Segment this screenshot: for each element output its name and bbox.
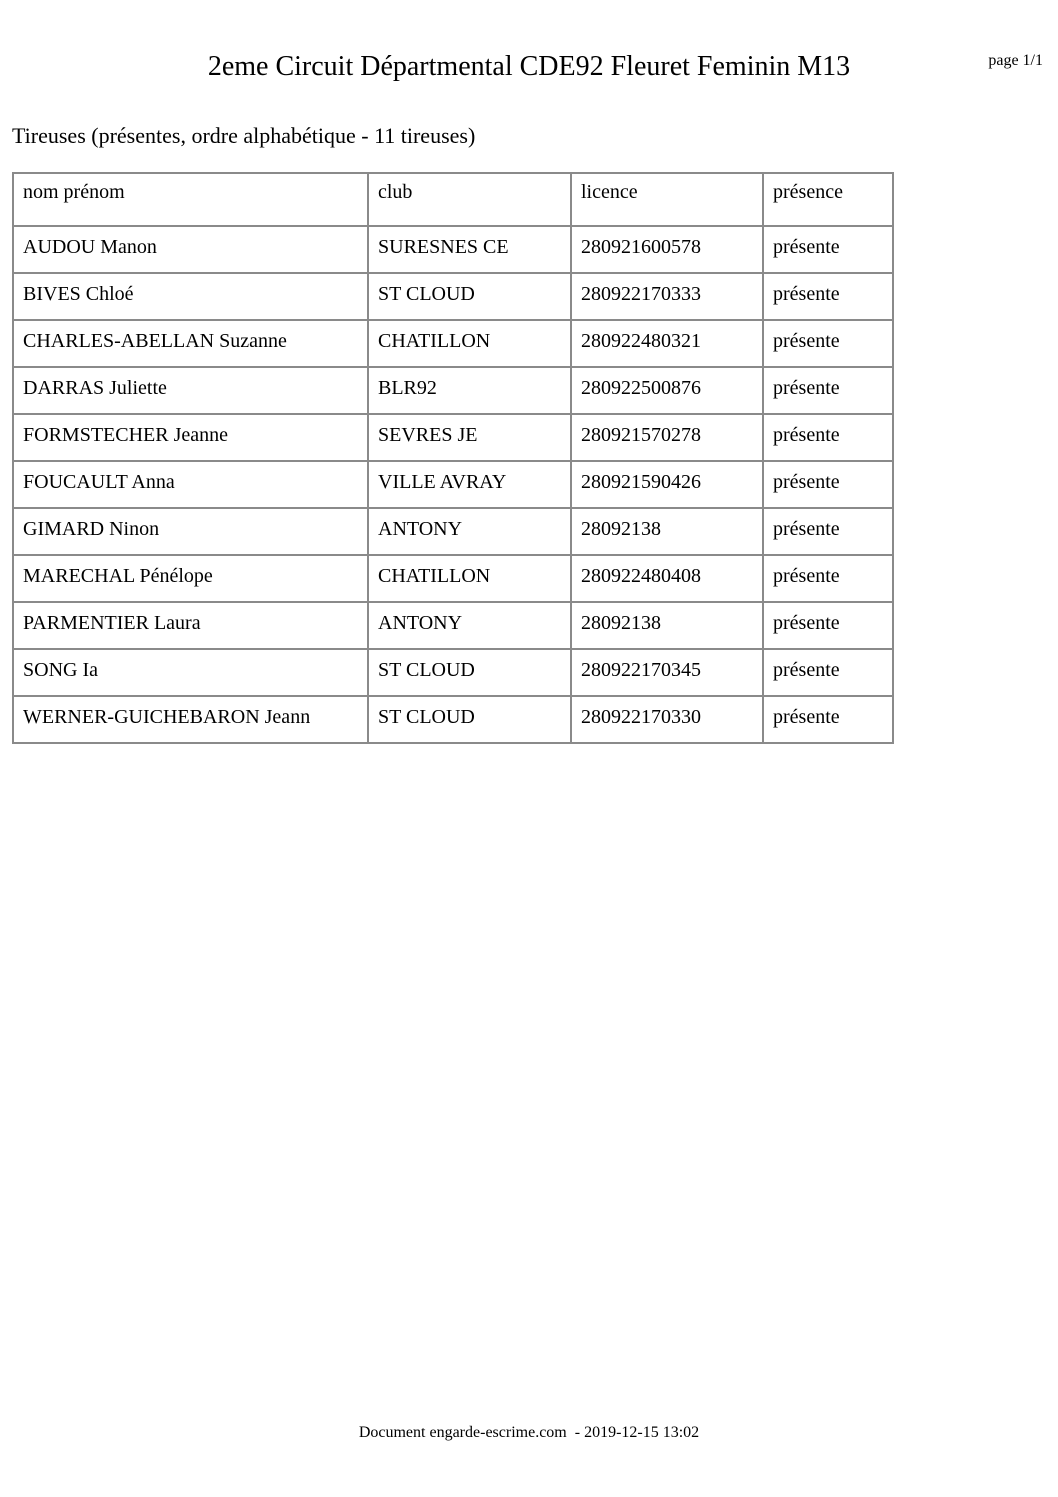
cell-presence: présente xyxy=(763,555,893,602)
cell-licence: 280922170330 xyxy=(571,696,763,743)
cell-name: FOUCAULT Anna xyxy=(13,461,368,508)
cell-presence: présente xyxy=(763,508,893,555)
cell-presence: présente xyxy=(763,461,893,508)
cell-licence: 280921600578 xyxy=(571,226,763,273)
table-row xyxy=(13,320,893,367)
fencers-table xyxy=(12,172,894,744)
cell-presence: présente xyxy=(763,226,893,273)
cell-name: GIMARD Ninon xyxy=(13,508,368,555)
cell-presence: présente xyxy=(763,649,893,696)
cell-name: CHARLES-ABELLAN Suzanne xyxy=(13,320,368,367)
cell-name: BIVES Chloé xyxy=(13,273,368,320)
column-header-licence: licence xyxy=(571,173,763,226)
cell-club: CHATILLON xyxy=(368,320,571,367)
cell-licence: 28092138 xyxy=(571,508,763,555)
table-row xyxy=(13,508,893,555)
page-number: page 1/1 xyxy=(988,52,1043,69)
cell-club: SURESNES CE xyxy=(368,226,571,273)
cell-licence: 28092138 xyxy=(571,602,763,649)
cell-club: ST CLOUD xyxy=(368,649,571,696)
cell-club: CHATILLON xyxy=(368,555,571,602)
cell-name: AUDOU Manon xyxy=(13,226,368,273)
table-row xyxy=(13,226,893,273)
table-row xyxy=(13,696,893,743)
cell-presence: présente xyxy=(763,414,893,461)
cell-licence: 280922480321 xyxy=(571,320,763,367)
cell-presence: présente xyxy=(763,320,893,367)
column-header-presence: présence xyxy=(763,173,893,226)
cell-presence: présente xyxy=(763,696,893,743)
cell-presence: présente xyxy=(763,273,893,320)
table-header-row xyxy=(13,173,893,226)
cell-club: BLR92 xyxy=(368,367,571,414)
cell-club: VILLE AVRAY xyxy=(368,461,571,508)
cell-name: MARECHAL Pénélope xyxy=(13,555,368,602)
page-title: 2eme Circuit Départmental CDE92 Fleuret Feminin M13 xyxy=(207,51,851,82)
column-header-name: nom prénom xyxy=(13,173,368,226)
cell-name: FORMSTECHER Jeanne xyxy=(13,414,368,461)
section-subtitle: Tireuses (présentes, ordre alphabétique - 11 tireuses) xyxy=(12,123,476,148)
cell-club: ANTONY xyxy=(368,602,571,649)
table-row xyxy=(13,461,893,508)
cell-licence: 280921590426 xyxy=(571,461,763,508)
document-footer: Document engarde-escrime.com - 2019-12-15 13:02 xyxy=(358,1424,700,1441)
table-row xyxy=(13,367,893,414)
table-row xyxy=(13,649,893,696)
cell-club: ANTONY xyxy=(368,508,571,555)
cell-licence: 280922480408 xyxy=(571,555,763,602)
table-row xyxy=(13,555,893,602)
cell-licence: 280921570278 xyxy=(571,414,763,461)
cell-presence: présente xyxy=(763,602,893,649)
cell-club: SEVRES JE xyxy=(368,414,571,461)
cell-presence: présente xyxy=(763,367,893,414)
cell-licence: 280922500876 xyxy=(571,367,763,414)
table-row xyxy=(13,602,893,649)
cell-name: PARMENTIER Laura xyxy=(13,602,368,649)
table-row xyxy=(13,414,893,461)
cell-name: DARRAS Juliette xyxy=(13,367,368,414)
cell-club: ST CLOUD xyxy=(368,273,571,320)
cell-name: WERNER-GUICHEBARON Jeann xyxy=(13,696,368,743)
cell-club: ST CLOUD xyxy=(368,696,571,743)
cell-licence: 280922170333 xyxy=(571,273,763,320)
cell-licence: 280922170345 xyxy=(571,649,763,696)
cell-name: SONG Ia xyxy=(13,649,368,696)
table-row xyxy=(13,273,893,320)
column-header-club: club xyxy=(368,173,571,226)
